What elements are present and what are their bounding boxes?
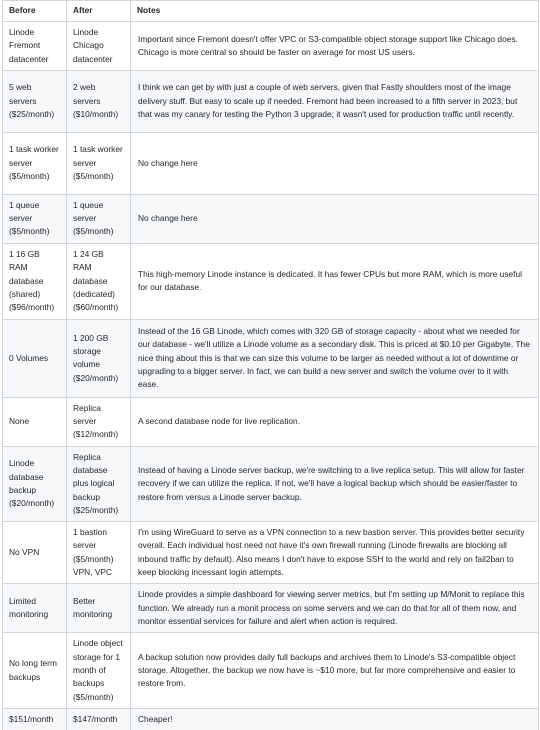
table-row [3,194,539,243]
cell-before: $151/month [3,709,67,730]
table-row [3,397,539,446]
cell-after: 1 bastion server ($5/month) VPN, VPC [67,522,131,584]
cell-before: 1 16 GB RAM database (shared) ($96/month) [3,243,67,319]
cell-after: $147/month [67,709,131,730]
cell-after: 1 200 GB storage volume ($20/month) [67,319,131,397]
table-row [3,22,539,71]
table-row [3,584,539,633]
cell-before: 1 task worker server ($5/month) [3,132,67,194]
cell-notes: Linode provides a simple dashboard for viewing server metrics, but I'm setting up M/Monit to replace this function. We already run a monit process on some servers and we can do that for all of them now, and monitor essential services for failure and alert when action is required. [131,584,539,633]
cell-after: 1 24 GB RAM database (dedicated) ($60/month) [67,243,131,319]
table-row [3,243,539,319]
table-row [3,446,539,521]
cell-after: Linode Chicago datacenter [67,22,131,71]
cell-notes: No change here [131,132,539,194]
table-row [3,522,539,584]
cell-after: Replica database plus logical backup ($25/month) [67,446,131,521]
cell-after: Replica server ($12/month) [67,397,131,446]
table-header [3,1,539,22]
cell-notes: Instead of the 16 GB Linode, which comes with 320 GB of storage capacity - about what we needed for our database - we'll utilize a Linode volume as a secondary disk. This is priced at $0.10 per Gigabyte. The nice thing about this is that we can size this volume to be larger as needed without a lot of downtime or upgrading to a bigger server. In fact, we can build a new server and switch the volume over to it with ease. [131,319,539,397]
cell-notes: Instead of having a Linode server backup, we're switching to a live replica setup. This will allow for faster recovery if we can utilize the replica. If not, we'll have a logical backup which should be easier/faster to restore from versus a Linode server backup. [131,446,539,521]
cell-after: 2 web servers ($10/month) [67,70,131,132]
comparison-table [2,0,539,730]
cell-after: Linode object storage for 1 month of backups ($5/month) [67,633,131,709]
cell-before: 0 Volumes [3,319,67,397]
cell-notes: This high-memory Linode instance is dedicated. It has fewer CPUs but more RAM, which is more useful for our database. [131,243,539,319]
table-row [3,132,539,194]
cell-notes: I'm using WireGuard to serve as a VPN connection to a new bastion server. This provides better security overall. Each individual host need not have it's own firewall running (Linode firewalls are blocking all inbound traffic by default). Also means I don't have to expose SSH to the world and rely on fail2ban to keep blocking incessant login attempts. [131,522,539,584]
table-body [3,22,539,730]
cell-before: Limited monitoring [3,584,67,633]
cell-before: None [3,397,67,446]
cell-before: No VPN [3,522,67,584]
cell-after: Better monitoring [67,584,131,633]
cell-notes: I think we can get by with just a couple of web servers, given that Fastly shoulders most of the image delivery stuff. But easy to scale up if needed. Fremont had been increased to a fifth server in 2023, but that was my canary for testing the Python 3 upgrade; it wasn't used for production traffic until recently. [131,70,539,132]
header-row [3,1,539,22]
cell-before: No long term backups [3,633,67,709]
cell-notes: Cheaper! [131,709,539,730]
cell-before: 1 queue server ($5/month) [3,194,67,243]
table-row [3,633,539,709]
cell-before: Linode Fremont datacenter [3,22,67,71]
cell-before: Linode database backup ($20/month) [3,446,67,521]
cell-after: 1 task worker server ($5/month) [67,132,131,194]
cell-after: 1 queue server ($5/month) [67,194,131,243]
table-row [3,319,539,397]
header-notes: Notes [131,1,539,22]
cell-before: 5 web servers ($25/month) [3,70,67,132]
cell-notes: Important since Fremont doesn't offer VPC or S3-compatible object storage support like Chicago does. Chicago is more central so should be faster on average for most US users. [131,22,539,71]
table-row [3,70,539,132]
cell-notes: A second database node for live replication. [131,397,539,446]
header-before: Before [3,1,67,22]
header-after: After [67,1,131,22]
cell-notes: No change here [131,194,539,243]
table-row [3,709,539,730]
cell-notes: A backup solution now provides daily full backups and archives them to Linode's S3-compatible object storage. Altogether, the backup we now have is ~$10 more, but far more comprehensive and easier to restore from. [131,633,539,709]
